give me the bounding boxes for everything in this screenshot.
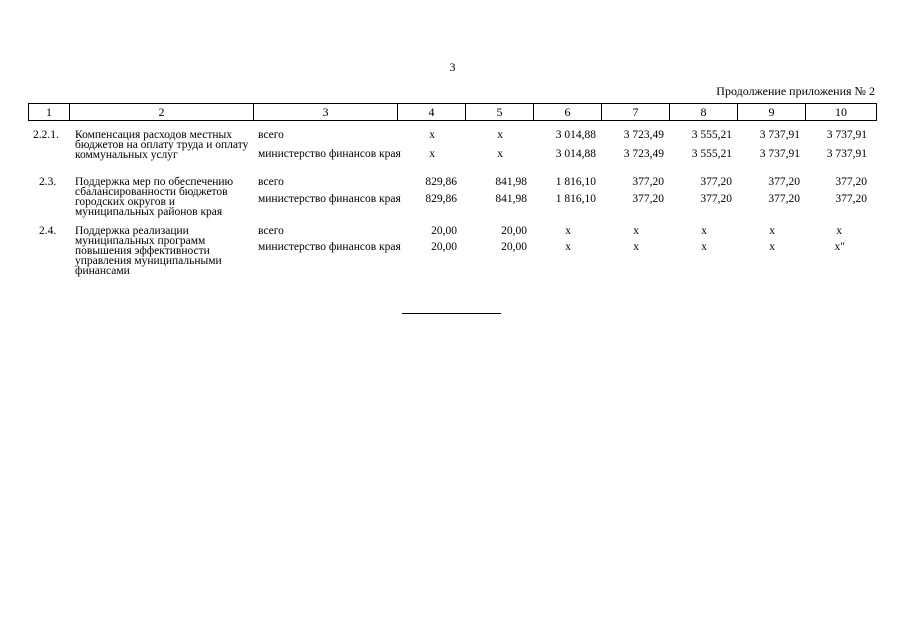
page-number: 3 (449, 60, 456, 74)
row-number: 2.3. (39, 176, 57, 188)
value-col-9: x (769, 241, 775, 253)
value-col-7: 3 723,49 (623, 148, 664, 160)
value-col-10: 3 737,91 (826, 129, 867, 141)
header-col-1: 1 (29, 104, 70, 121)
funding-source: министерство финансов края (258, 193, 401, 205)
appendix-continuation-note: Продолжение приложения № 2 (716, 84, 875, 98)
value-col-8: 377,20 (700, 193, 732, 205)
value-col-10: 377,20 (835, 193, 867, 205)
value-col-8: 3 555,21 (691, 129, 732, 141)
header-col-4: 4 (398, 104, 466, 121)
value-col-5: 841,98 (495, 176, 527, 188)
value-col-6: x (565, 225, 571, 237)
value-col-10: x" (834, 241, 845, 253)
value-col-4: 20,00 (431, 241, 457, 253)
value-col-6: x (565, 241, 571, 253)
value-col-5: x (497, 148, 503, 160)
value-col-4: 829,86 (425, 176, 457, 188)
value-col-4: x (429, 148, 435, 160)
header-col-2: 2 (70, 104, 254, 121)
value-col-8: x (701, 225, 707, 237)
header-col-10: 10 (806, 104, 877, 121)
value-col-6: 3 014,88 (555, 148, 596, 160)
funding-source: всего (258, 129, 284, 141)
value-col-9: 3 737,91 (759, 129, 800, 141)
closing-separator-line (402, 313, 501, 314)
value-col-5: x (497, 129, 503, 141)
value-col-4: 20,00 (431, 225, 457, 237)
header-col-9: 9 (738, 104, 806, 121)
value-col-7: 377,20 (632, 193, 664, 205)
value-col-6: 1 816,10 (555, 193, 596, 205)
value-col-5: 841,98 (495, 193, 527, 205)
value-col-9: x (769, 225, 775, 237)
value-col-8: 3 555,21 (691, 148, 732, 160)
row-name: Поддержка мер по обеспечению сбалансированности бюджетов городских округов и муниципальных районов края (75, 176, 234, 218)
value-col-6: 3 014,88 (555, 129, 596, 141)
value-col-8: 377,20 (700, 176, 732, 188)
value-col-5: 20,00 (501, 241, 527, 253)
column-number-header (28, 103, 877, 121)
value-col-9: 377,20 (768, 193, 800, 205)
value-col-4: x (429, 129, 435, 141)
value-col-7: 377,20 (632, 176, 664, 188)
value-col-6: 1 816,10 (555, 176, 596, 188)
value-col-10: x (836, 225, 842, 237)
row-name: Компенсация расходов местных бюджетов на оплату труда и оплату коммунальных услуг (75, 129, 249, 161)
header-col-3: 3 (254, 104, 398, 121)
funding-source: министерство финансов края (258, 241, 401, 253)
value-col-9: 377,20 (768, 176, 800, 188)
header-col-7: 7 (602, 104, 670, 121)
funding-source: всего (258, 176, 284, 188)
value-col-9: 3 737,91 (759, 148, 800, 160)
value-col-4: 829,86 (425, 193, 457, 205)
header-col-5: 5 (466, 104, 534, 121)
value-col-5: 20,00 (501, 225, 527, 237)
header-col-8: 8 (670, 104, 738, 121)
value-col-10: 377,20 (835, 176, 867, 188)
funding-source: министерство финансов края (258, 148, 401, 160)
row-number: 2.4. (39, 225, 57, 237)
value-col-7: x (633, 225, 639, 237)
row-number: 2.2.1. (33, 129, 59, 141)
funding-source: всего (258, 225, 284, 237)
value-col-7: x (633, 241, 639, 253)
row-name: Поддержка реализации муниципальных программ повышения эффективности управления муниципальными финансами (75, 225, 222, 277)
header-col-6: 6 (534, 104, 602, 121)
value-col-8: x (701, 241, 707, 253)
value-col-10: 3 737,91 (826, 148, 867, 160)
value-col-7: 3 723,49 (623, 129, 664, 141)
